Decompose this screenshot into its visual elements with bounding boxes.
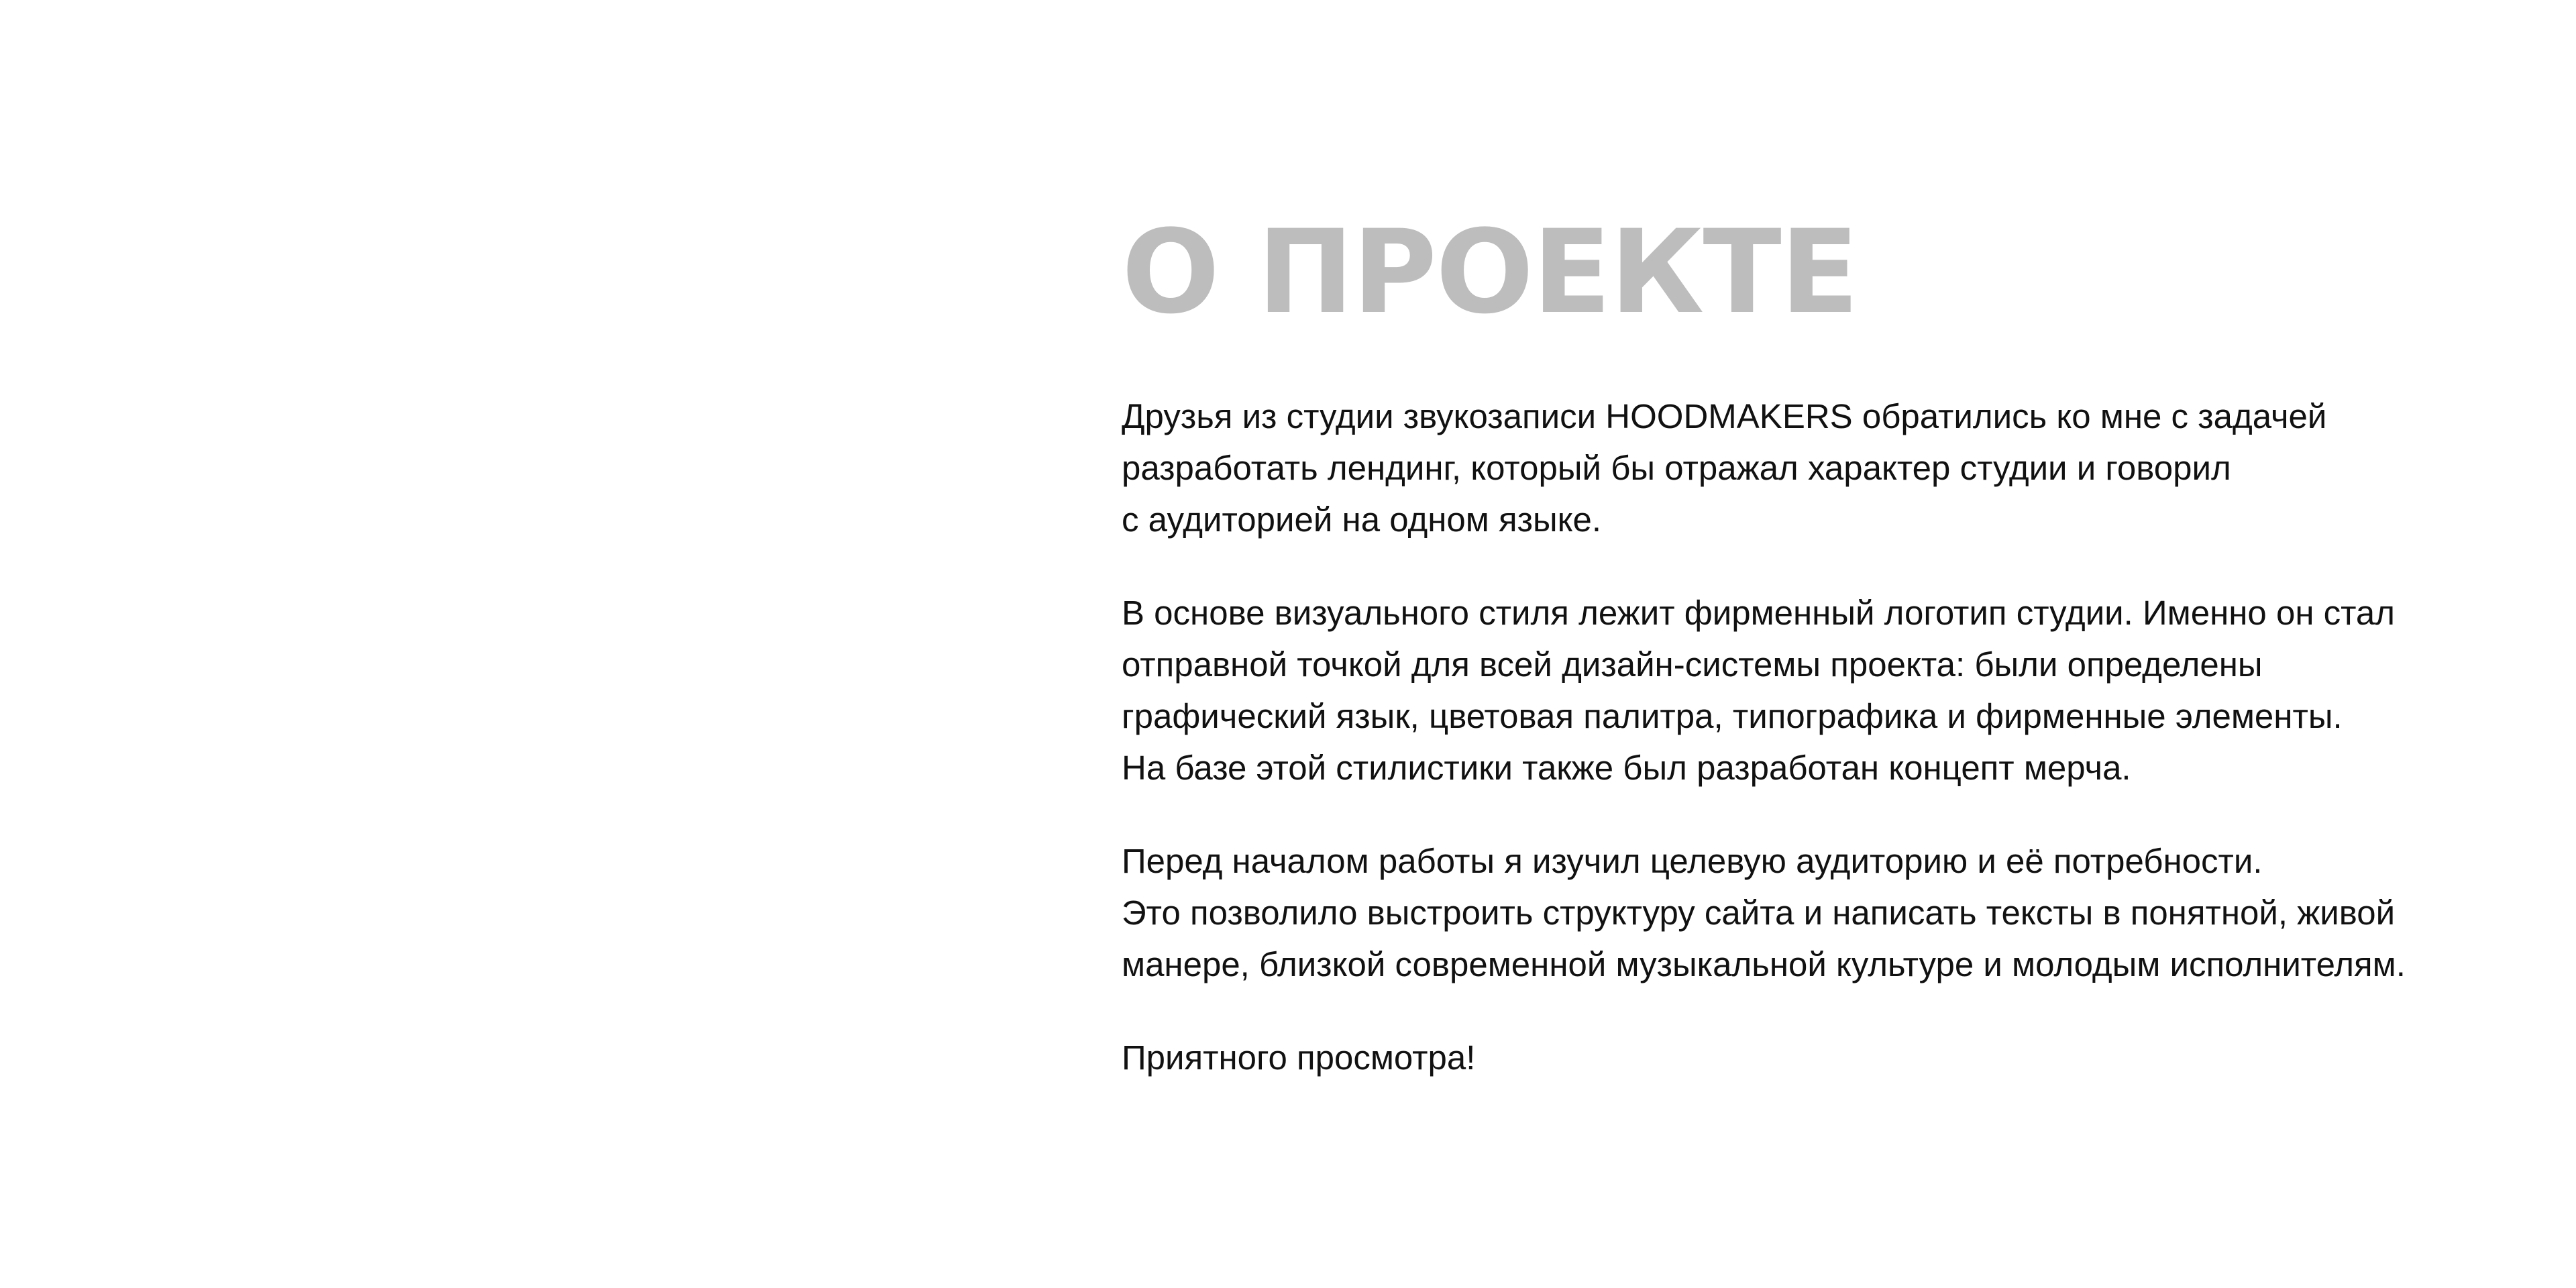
text-line: В основе визуального стиля лежит фирменный логотип студии. Именно он стал	[1122, 594, 2396, 632]
text-line: отправной точкой для всей дизайн-системы проекта: были определены	[1122, 645, 2263, 684]
paragraph-intro	[1122, 390, 2463, 545]
about-text	[1122, 390, 2463, 1083]
about-section	[1122, 205, 2463, 1125]
text-line: Друзья из студии звукозаписи HOODMAKERS обратились ко мне с задачей	[1122, 397, 2327, 435]
section-title: О ПРОЕКТЕ	[1122, 205, 1858, 339]
text-line: разработать лендинг, который бы отражал характер студии и говорил	[1122, 449, 2231, 487]
paragraph-visual-style	[1122, 587, 2463, 794]
text-line: На базе этой стилистики также был разработан концепт мерча.	[1122, 749, 2131, 787]
paragraph-research	[1122, 835, 2463, 990]
text-line: манере, близкой современной музыкальной культуре и молодым исполнителям.	[1122, 945, 2406, 983]
paragraph-closing	[1122, 1032, 2463, 1083]
text-line: с аудиторией на одном языке.	[1122, 500, 1602, 539]
text-line: Приятного просмотра!	[1122, 1038, 1476, 1077]
text-line: графический язык, цветовая палитра, типографика и фирменные элементы.	[1122, 697, 2343, 735]
text-line: Перед началом работы я изучил целевую аудиторию и её потребности.	[1122, 842, 2263, 880]
text-line: Это позволило выстроить структуру сайта и написать тексты в понятной, живой	[1122, 894, 2396, 932]
